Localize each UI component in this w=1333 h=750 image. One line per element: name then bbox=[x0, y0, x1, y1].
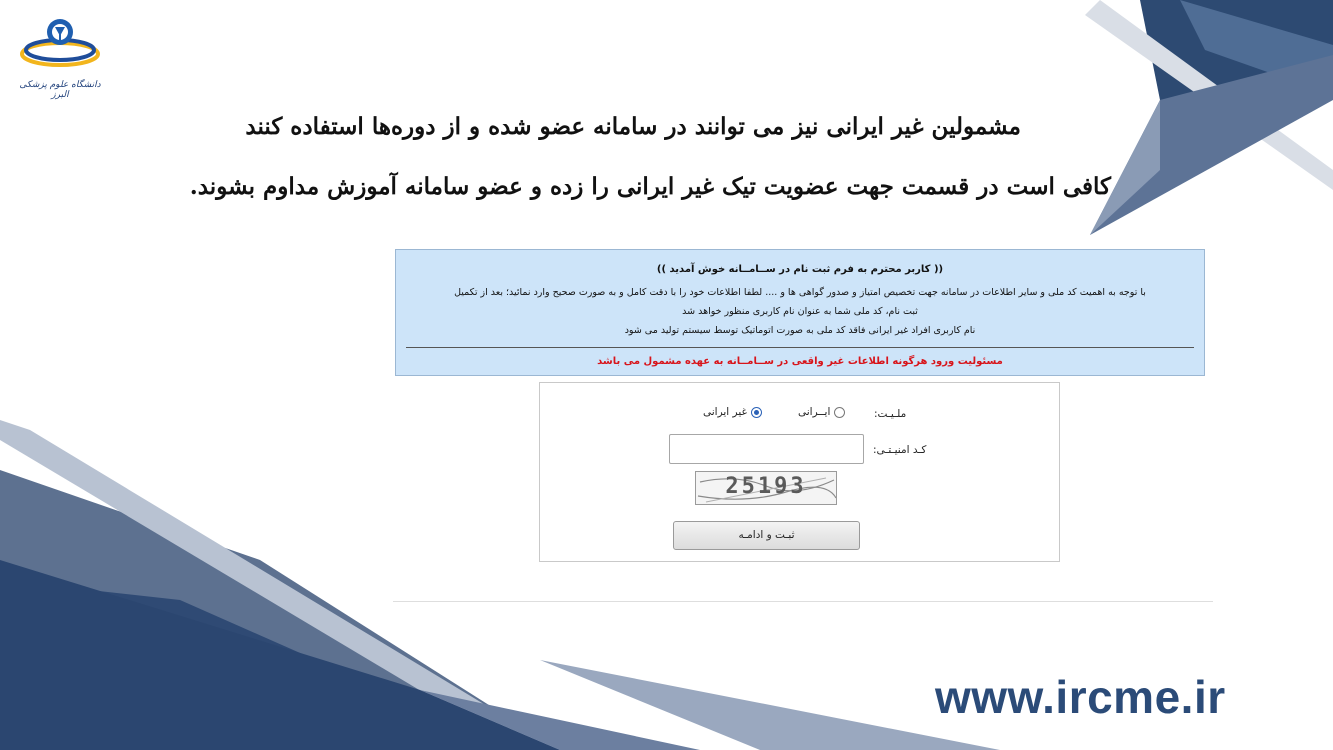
radio-non-iranian[interactable] bbox=[703, 406, 762, 418]
notice-warning: مسئولیت ورود هرگونه اطلاعات غیر واقعی در ســامــانه به عهده مشمول می باشد bbox=[597, 356, 1003, 367]
radio-non-iranian-label: غیر ایرانی bbox=[703, 406, 748, 418]
radio-iranian-label: ایــرانی bbox=[798, 406, 831, 418]
notice-title: (( کاربر محترم به فرم ثبت نام در ســامــانه خوش آمدید )) bbox=[656, 264, 944, 275]
security-code-input[interactable] bbox=[669, 434, 864, 464]
welcome-notice bbox=[395, 249, 1205, 376]
notice-body bbox=[396, 283, 1204, 340]
radio-iranian[interactable] bbox=[798, 406, 845, 418]
notice-divider bbox=[406, 347, 1194, 348]
logo-caption: دانشگاه علوم پزشکی البرز bbox=[19, 80, 101, 100]
headline-line-1: مشمولین غیر ایرانی نیز می توانند در سامانه عضو شده و از دوره‌ها استفاده کنند bbox=[245, 113, 1021, 140]
headline-line-2: کافی است در قسمت جهت عضویت تیک غیر ایرانی را زده و عضو سامانه آموزش مداوم بشوند. bbox=[189, 173, 1111, 200]
nationality-label: ملـیـت: bbox=[874, 408, 907, 420]
notice-line: ثبت نام، کد ملی شما به عنوان نام کاربری منظور خواهد شد bbox=[682, 306, 918, 317]
radio-iranian-circle[interactable] bbox=[834, 407, 845, 418]
website-url: www.ircme.ir bbox=[935, 671, 1226, 723]
captcha-text: 25193 bbox=[725, 474, 807, 499]
notice-line: نام کاربری افراد غیر ایرانی فاقد کد ملی به صورت اتوماتیک توسط سیستم تولید می شود bbox=[624, 325, 976, 336]
security-code-label: کـد امنیـتـی: bbox=[873, 444, 927, 456]
registration-form bbox=[539, 382, 1060, 562]
notice-line: با توجه به اهمیت کد ملی و سایر اطلاعات در سامانه جهت تخصیص امتیاز و صدور گواهی ها و .... لطفا اطلاعات خود را با دقت کامل و به صورت صحیح وارد نمائید؛ بعد از تکمیل bbox=[454, 287, 1146, 298]
submit-continue-button[interactable]: ثبـت و ادامـه bbox=[673, 521, 860, 550]
captcha-image bbox=[695, 471, 837, 505]
radio-non-iranian-circle[interactable] bbox=[751, 407, 762, 418]
page-divider bbox=[393, 601, 1213, 602]
